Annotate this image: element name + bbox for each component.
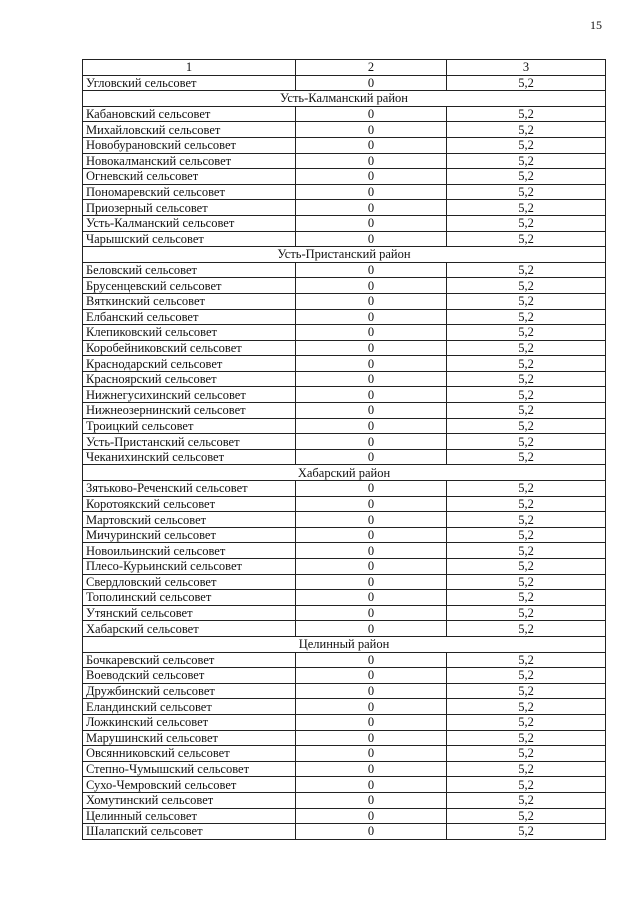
col3-value: 5,2 (447, 184, 606, 200)
col2-value: 0 (296, 808, 447, 824)
col3-value: 5,2 (447, 730, 606, 746)
district-name: Целинный район (83, 636, 606, 652)
col2-value: 0 (296, 621, 447, 637)
table-row (83, 714, 606, 730)
col3-value: 5,2 (447, 231, 606, 247)
col2-value: 0 (296, 481, 447, 497)
table-row (83, 699, 606, 715)
col2-value: 0 (296, 792, 447, 808)
settlement-name: Новокалманский сельсовет (83, 153, 296, 169)
table-row (83, 215, 606, 231)
table-row (83, 761, 606, 777)
table-row (83, 543, 606, 559)
col2-value: 0 (296, 184, 447, 200)
col2-value: 0 (296, 543, 447, 559)
table-row (83, 668, 606, 684)
settlement-name: Чарышский сельсовет (83, 231, 296, 247)
col2-value: 0 (296, 434, 447, 450)
col2-value: 0 (296, 590, 447, 606)
table-row (83, 200, 606, 216)
table-row (83, 792, 606, 808)
district-header-row (83, 636, 606, 652)
col2-value: 0 (296, 371, 447, 387)
col3-value: 5,2 (447, 512, 606, 528)
table-row (83, 184, 606, 200)
col2-value: 0 (296, 652, 447, 668)
col2-value: 0 (296, 605, 447, 621)
col3-value: 5,2 (447, 699, 606, 715)
col2-value: 0 (296, 574, 447, 590)
col2-value: 0 (296, 278, 447, 294)
district-header-row (83, 91, 606, 107)
table-row (83, 652, 606, 668)
settlement-name: Чеканихинский сельсовет (83, 449, 296, 465)
col2-value: 0 (296, 169, 447, 185)
district-header-row (83, 247, 606, 263)
col2-value: 0 (296, 714, 447, 730)
col3-value: 5,2 (447, 527, 606, 543)
table-row (83, 683, 606, 699)
settlement-name: Нижнегусихинский сельсовет (83, 387, 296, 403)
settlement-name: Усть-Калманский сельсовет (83, 215, 296, 231)
col3-value: 5,2 (447, 356, 606, 372)
col2-value: 0 (296, 122, 447, 138)
col3-value: 5,2 (447, 761, 606, 777)
col3-value: 5,2 (447, 652, 606, 668)
col2-value: 0 (296, 824, 447, 840)
col3-value: 5,2 (447, 683, 606, 699)
table-row (83, 231, 606, 247)
table-row (83, 309, 606, 325)
district-header-row (83, 465, 606, 481)
settlement-name: Пономаревский сельсовет (83, 184, 296, 200)
settlement-name: Шалапский сельсовет (83, 824, 296, 840)
col3-value: 5,2 (447, 777, 606, 793)
col3-value: 5,2 (447, 559, 606, 575)
header-col-1: 1 (83, 60, 296, 76)
settlement-name: Кабановский сельсовет (83, 106, 296, 122)
col3-value: 5,2 (447, 543, 606, 559)
table-row (83, 278, 606, 294)
settlement-name: Тополинский сельсовет (83, 590, 296, 606)
col3-value: 5,2 (447, 371, 606, 387)
col3-value: 5,2 (447, 808, 606, 824)
col3-value: 5,2 (447, 621, 606, 637)
settlement-name: Зятьково-Реченский сельсовет (83, 481, 296, 497)
col3-value: 5,2 (447, 215, 606, 231)
settlement-name: Краснoярский сельсовет (83, 371, 296, 387)
col3-value: 5,2 (447, 340, 606, 356)
header-col-3: 3 (447, 60, 606, 76)
table-row (83, 574, 606, 590)
table-header-row (83, 60, 606, 76)
settlement-name: Беловский сельсовет (83, 262, 296, 278)
col2-value: 0 (296, 293, 447, 309)
page-number: 15 (590, 18, 602, 32)
settlement-name: Клепиковский сельсовет (83, 325, 296, 341)
col2-value: 0 (296, 496, 447, 512)
col3-value: 5,2 (447, 278, 606, 294)
settlement-name: Ложкинский сельсовет (83, 714, 296, 730)
settlement-name: Приозерный сельсовет (83, 200, 296, 216)
col3-value: 5,2 (447, 418, 606, 434)
table-row (83, 527, 606, 543)
col3-value: 5,2 (447, 824, 606, 840)
table-row (83, 559, 606, 575)
col2-value: 0 (296, 231, 447, 247)
settlement-name: Угловский сельсовет (83, 75, 296, 91)
settlement-name: Степно-Чумышский сельсовет (83, 761, 296, 777)
col2-value: 0 (296, 309, 447, 325)
col2-value: 0 (296, 215, 447, 231)
settlement-name: Михайловский сельсовет (83, 122, 296, 138)
col2-value: 0 (296, 746, 447, 762)
col2-value: 0 (296, 200, 447, 216)
settlement-name: Коротоякский сельсовет (83, 496, 296, 512)
settlement-name: Елбанский сельсовет (83, 309, 296, 325)
settlement-name: Брусенцевский сельсовет (83, 278, 296, 294)
table-row (83, 605, 606, 621)
table-row (83, 387, 606, 403)
table-row (83, 169, 606, 185)
settlement-name: Еландинский сельсовет (83, 699, 296, 715)
col2-value: 0 (296, 527, 447, 543)
table-row (83, 496, 606, 512)
settlement-name: Коробейниковский сельсовет (83, 340, 296, 356)
col3-value: 5,2 (447, 434, 606, 450)
col2-value: 0 (296, 403, 447, 419)
col2-value: 0 (296, 559, 447, 575)
table-row (83, 730, 606, 746)
col2-value: 0 (296, 153, 447, 169)
table-row (83, 356, 606, 372)
col3-value: 5,2 (447, 200, 606, 216)
settlement-name: Хомутинский сельсовет (83, 792, 296, 808)
col2-value: 0 (296, 106, 447, 122)
table-row (83, 153, 606, 169)
col3-value: 5,2 (447, 449, 606, 465)
settlement-name: Овсянниковский сельсовет (83, 746, 296, 762)
table-row (83, 122, 606, 138)
col3-value: 5,2 (447, 605, 606, 621)
settlement-name: Новобурановский сельсовет (83, 137, 296, 153)
col3-value: 5,2 (447, 122, 606, 138)
settlement-name: Мартовский сельсовет (83, 512, 296, 528)
col2-value: 0 (296, 761, 447, 777)
table-row (83, 512, 606, 528)
col3-value: 5,2 (447, 590, 606, 606)
table-row (83, 293, 606, 309)
col3-value: 5,2 (447, 496, 606, 512)
col3-value: 5,2 (447, 668, 606, 684)
settlement-name: Сухо-Чемровский сельсовет (83, 777, 296, 793)
col2-value: 0 (296, 340, 447, 356)
col2-value: 0 (296, 75, 447, 91)
col3-value: 5,2 (447, 106, 606, 122)
table-row (83, 137, 606, 153)
settlement-name: Огневский сельсовет (83, 169, 296, 185)
settlement-name: Утянский сельсовет (83, 605, 296, 621)
col3-value: 5,2 (447, 309, 606, 325)
col3-value: 5,2 (447, 75, 606, 91)
settlement-name: Марушинский сельсовет (83, 730, 296, 746)
col2-value: 0 (296, 699, 447, 715)
col2-value: 0 (296, 418, 447, 434)
settlement-name: Усть-Пристанский сельсовет (83, 434, 296, 450)
table-row (83, 106, 606, 122)
table-row (83, 621, 606, 637)
settlement-name: Нижнеозернинский сельсовет (83, 403, 296, 419)
table-row (83, 449, 606, 465)
settlement-name: Краснодарский сельсовет (83, 356, 296, 372)
settlement-name: Мичуринский сельсовет (83, 527, 296, 543)
col3-value: 5,2 (447, 746, 606, 762)
district-name: Усть-Пристанский район (83, 247, 606, 263)
table-row (83, 418, 606, 434)
header-col-2: 2 (296, 60, 447, 76)
col3-value: 5,2 (447, 574, 606, 590)
table-row (83, 262, 606, 278)
district-name: Хабарский район (83, 465, 606, 481)
table-row (83, 808, 606, 824)
col3-value: 5,2 (447, 169, 606, 185)
col2-value: 0 (296, 668, 447, 684)
col3-value: 5,2 (447, 153, 606, 169)
col2-value: 0 (296, 777, 447, 793)
settlement-name: Бочкаревский сельсовет (83, 652, 296, 668)
col2-value: 0 (296, 356, 447, 372)
table-row (83, 746, 606, 762)
col3-value: 5,2 (447, 293, 606, 309)
settlement-name: Хабарский сельсовет (83, 621, 296, 637)
col3-value: 5,2 (447, 403, 606, 419)
table-row (83, 403, 606, 419)
table-row (83, 325, 606, 341)
table-body (83, 60, 606, 840)
data-table (82, 59, 606, 840)
table-row (83, 75, 606, 91)
col3-value: 5,2 (447, 137, 606, 153)
col2-value: 0 (296, 512, 447, 528)
table-row (83, 434, 606, 450)
table-row (83, 340, 606, 356)
settlement-name: Целинный сельсовет (83, 808, 296, 824)
col2-value: 0 (296, 137, 447, 153)
settlement-name: Плесо-Курьинский сельсовет (83, 559, 296, 575)
col3-value: 5,2 (447, 387, 606, 403)
col3-value: 5,2 (447, 325, 606, 341)
col2-value: 0 (296, 730, 447, 746)
col3-value: 5,2 (447, 714, 606, 730)
col3-value: 5,2 (447, 792, 606, 808)
table-row (83, 590, 606, 606)
col3-value: 5,2 (447, 481, 606, 497)
settlement-name: Воеводский сельсовет (83, 668, 296, 684)
settlement-name: Троицкий сельсовет (83, 418, 296, 434)
col3-value: 5,2 (447, 262, 606, 278)
table-row (83, 824, 606, 840)
settlement-name: Дружбинский сельсовет (83, 683, 296, 699)
col2-value: 0 (296, 325, 447, 341)
col2-value: 0 (296, 683, 447, 699)
table-row (83, 777, 606, 793)
settlement-name: Новоильинский сельсовет (83, 543, 296, 559)
col2-value: 0 (296, 449, 447, 465)
settlement-name: Вяткинский сельсовет (83, 293, 296, 309)
col2-value: 0 (296, 262, 447, 278)
district-name: Усть-Калманский район (83, 91, 606, 107)
table-row (83, 481, 606, 497)
settlement-name: Свердловский сельсовет (83, 574, 296, 590)
table-row (83, 371, 606, 387)
col2-value: 0 (296, 387, 447, 403)
